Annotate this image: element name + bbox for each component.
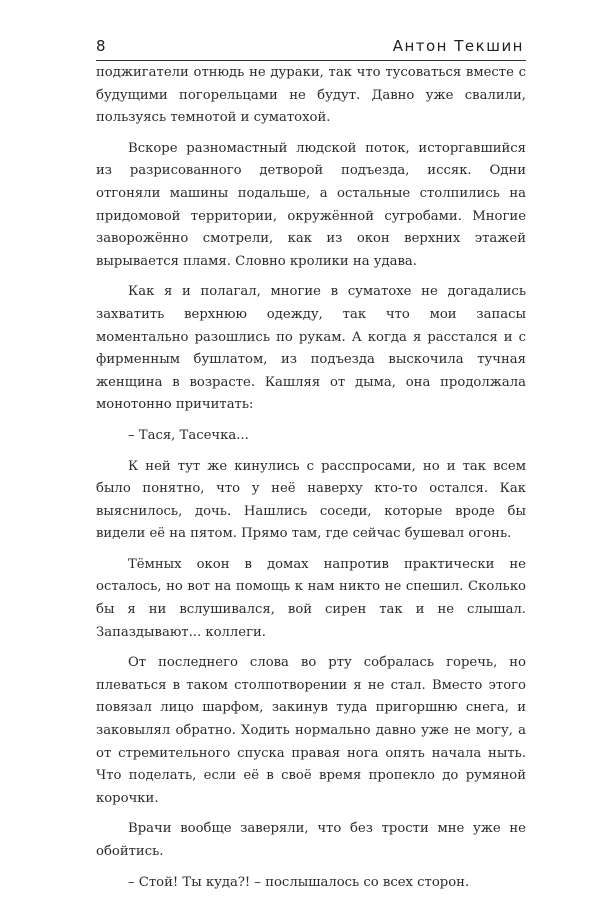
paragraph-continuation: поджигатели отнюдь не дураки, так что тусоваться вместе с будущими погорельцами не будут. Давно уже свалили, пользуясь темнотой и суматохой. [96, 65, 526, 126]
paragraph: Тёмных окон в домах напротив практически не осталось, но вот на помощь к нам никто не спешил. Сколько бы я ни вслушивался, вой сирен так и не слышал. Запаздывают... коллеги. [96, 556, 526, 640]
paragraph: От последнего слова во рту собралась горечь, но плеваться в таком столпотворении я не стал. Вместо этого повязал лицо шарфом, закинув туда пригоршню снега, и заковылял обратно. Ходить нормально давно уже не могу, а от стремительного спуска правая нога опять начала ныть. Что поделать, если её в своё время пропекло до румяной корочки. [96, 655, 526, 806]
page-number: 8 [96, 37, 108, 55]
author-name: Антон Текшин [392, 37, 524, 55]
paragraph: К ней тут же кинулись с расспросами, но и так всем было понятно, что у неё наверху кто-то остался. Как выяснилось, дочь. Нашлись соседи, которые вроде бы видели её на пятом. Прямо там, где сейчас бушевал огонь. [96, 458, 526, 542]
dialogue-line: – Стой! Ты куда?! – послышалось со всех сторон. [128, 874, 470, 890]
body-text [96, 62, 526, 902]
dialogue-line: – Тася, Тасечка... [128, 427, 249, 443]
paragraph: Как я и полагал, многие в суматохе не догадались захватить верхнюю одежду, так что мои запасы моментально разошлись по рукам. А когда я расстался и с фирменным бушлатом, из подъезда выскочила тучная женщина в возрасте. Кашляя от дыма, она продолжала монотонно причитать: [96, 284, 526, 413]
running-header [96, 36, 526, 61]
paragraph: Врачи вообще заверяли, что без трости мне уже не обойтись. [96, 821, 526, 859]
paragraph: Вскоре разномастный людской поток, исторгавшийся из разрисованного детворой подъезда, иссяк. Одни отгоняли машины подальше, а остальные столпились на придомовой территории, окружённой сугробами. Многие заворожённо смотрели, как из окон верхних этажей вырывается пламя. Словно кролики на удава. [96, 140, 526, 269]
